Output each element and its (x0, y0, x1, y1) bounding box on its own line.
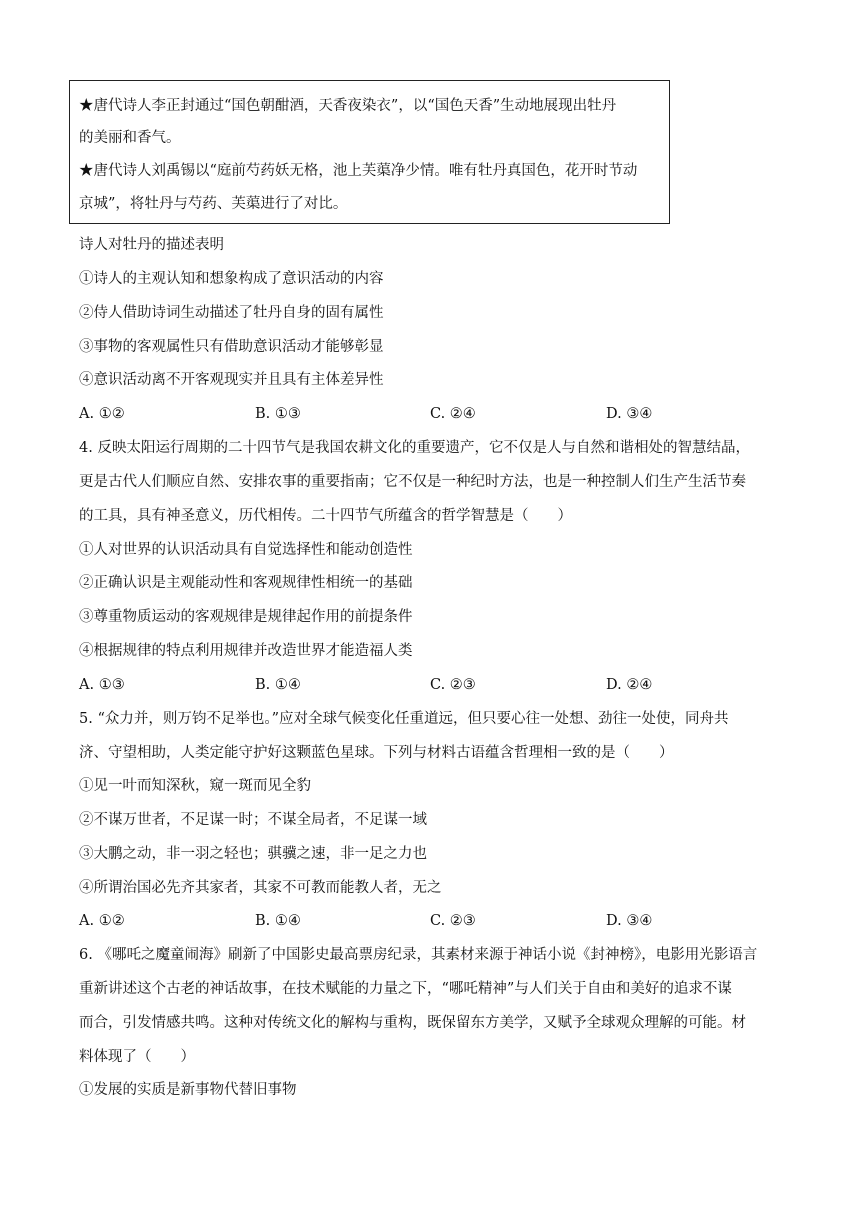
statement-item: ②侍人借助诗词生动描述了牡丹自身的固有属性 (79, 305, 384, 321)
material-line: ★唐代诗人李正封通过“国色朝酣酒，天香夜染衣”，以“国色天香”生动地展现出牡丹 (79, 98, 617, 114)
statement-item: ④所谓治国必先齐其家者，其家不可教而能教人者，无之 (79, 880, 442, 896)
statement-item: ③大鹏之动，非一羽之轻也；骐骥之速，非一足之力也 (79, 846, 427, 862)
option-a[interactable]: A. ①② (79, 406, 125, 422)
question-stem: 6. 《哪吒之魔童闹海》刷新了中国影史最高票房纪录，其素材来源于神话小说《封神榜》，电影用光影语言 (79, 947, 758, 963)
option-d[interactable]: D. ③④ (606, 406, 653, 422)
question-stem: 重新讲述这个古老的神话故事，在技术赋能的力量之下，“哪吒精神”与人们关于自由和美好的追求不谋 (79, 981, 732, 997)
question-stem: 料体现了（ ） (79, 1049, 195, 1065)
statement-item: ①见一叶而知深秋，窥一斑而见全豹 (79, 778, 311, 794)
option-d[interactable]: D. ②④ (606, 677, 653, 693)
material-line: 京城”，将牡丹与芍药、芙蕖进行了对比。 (79, 196, 348, 212)
question-stem: 更是古代人们顺应自然、安排农事的重要指南；它不仅是一种纪时方法，也是一种控制人们生产生活节奏 (79, 474, 746, 490)
option-d[interactable]: D. ③④ (606, 913, 653, 929)
statement-item: ③尊重物质运动的客观规律是规律起作用的前提条件 (79, 609, 413, 625)
statement-item: ③事物的客观属性只有借助意识活动才能够彰显 (79, 339, 384, 355)
question-stem: 而合，引发情感共鸣。这种对传统文化的解构与重构，既保留东方美学，又赋予全球观众理解的可能。材 (79, 1015, 746, 1031)
statement-item: ④根据规律的特点利用规律并改造世界才能造福人类 (79, 643, 413, 659)
option-c[interactable]: C. ②④ (430, 406, 476, 422)
question-stem: 诗人对牡丹的描述表明 (79, 237, 224, 253)
question-stem: 的工具，具有神圣意义，历代相传。二十四节气所蕴含的哲学智慧是（ ） (79, 508, 572, 524)
statement-item: ②不谋万世者，不足谋一时；不谋全局者，不足谋一域 (79, 812, 427, 828)
question-stem: 5. “众力并，则万钧不足举也。”应对全球气候变化任重道远，但只要心往一处想、劲往一处使，同舟共 (79, 711, 729, 727)
option-a[interactable]: A. ①③ (79, 677, 125, 693)
question-stem: 4. 反映太阳运行周期的二十四节气是我国农耕文化的重要遗产，它不仅是人与自然和谐相处的智慧结晶， (79, 440, 750, 456)
statement-item: ④意识活动离不开客观现实并且具有主体差异性 (79, 372, 384, 388)
option-b[interactable]: B. ①③ (255, 406, 301, 422)
statement-item: ①诗人的主观认知和想象构成了意识活动的内容 (79, 271, 384, 287)
material-line: 的美丽和香气。 (79, 130, 181, 146)
statement-item: ①人对世界的认识活动具有自觉选择性和能动创造性 (79, 542, 413, 558)
option-b[interactable]: B. ①④ (255, 677, 301, 693)
option-c[interactable]: C. ②③ (430, 913, 476, 929)
material-line: ★唐代诗人刘禹锡以“庭前芍药妖无格，池上芙蕖净少情。唯有牡丹真国色，花开时节动 (79, 163, 638, 179)
option-b[interactable]: B. ①④ (255, 913, 301, 929)
question-stem: 济、守望相助，人类定能守护好这颗蓝色星球。下列与材料古语蕴含哲理相一致的是（ ） (79, 745, 674, 761)
option-c[interactable]: C. ②③ (430, 677, 476, 693)
option-a[interactable]: A. ①② (79, 913, 125, 929)
statement-item: ②正确认识是主观能动性和客观规律性相统一的基础 (79, 575, 413, 591)
statement-item: ①发展的实质是新事物代替旧事物 (79, 1082, 297, 1098)
